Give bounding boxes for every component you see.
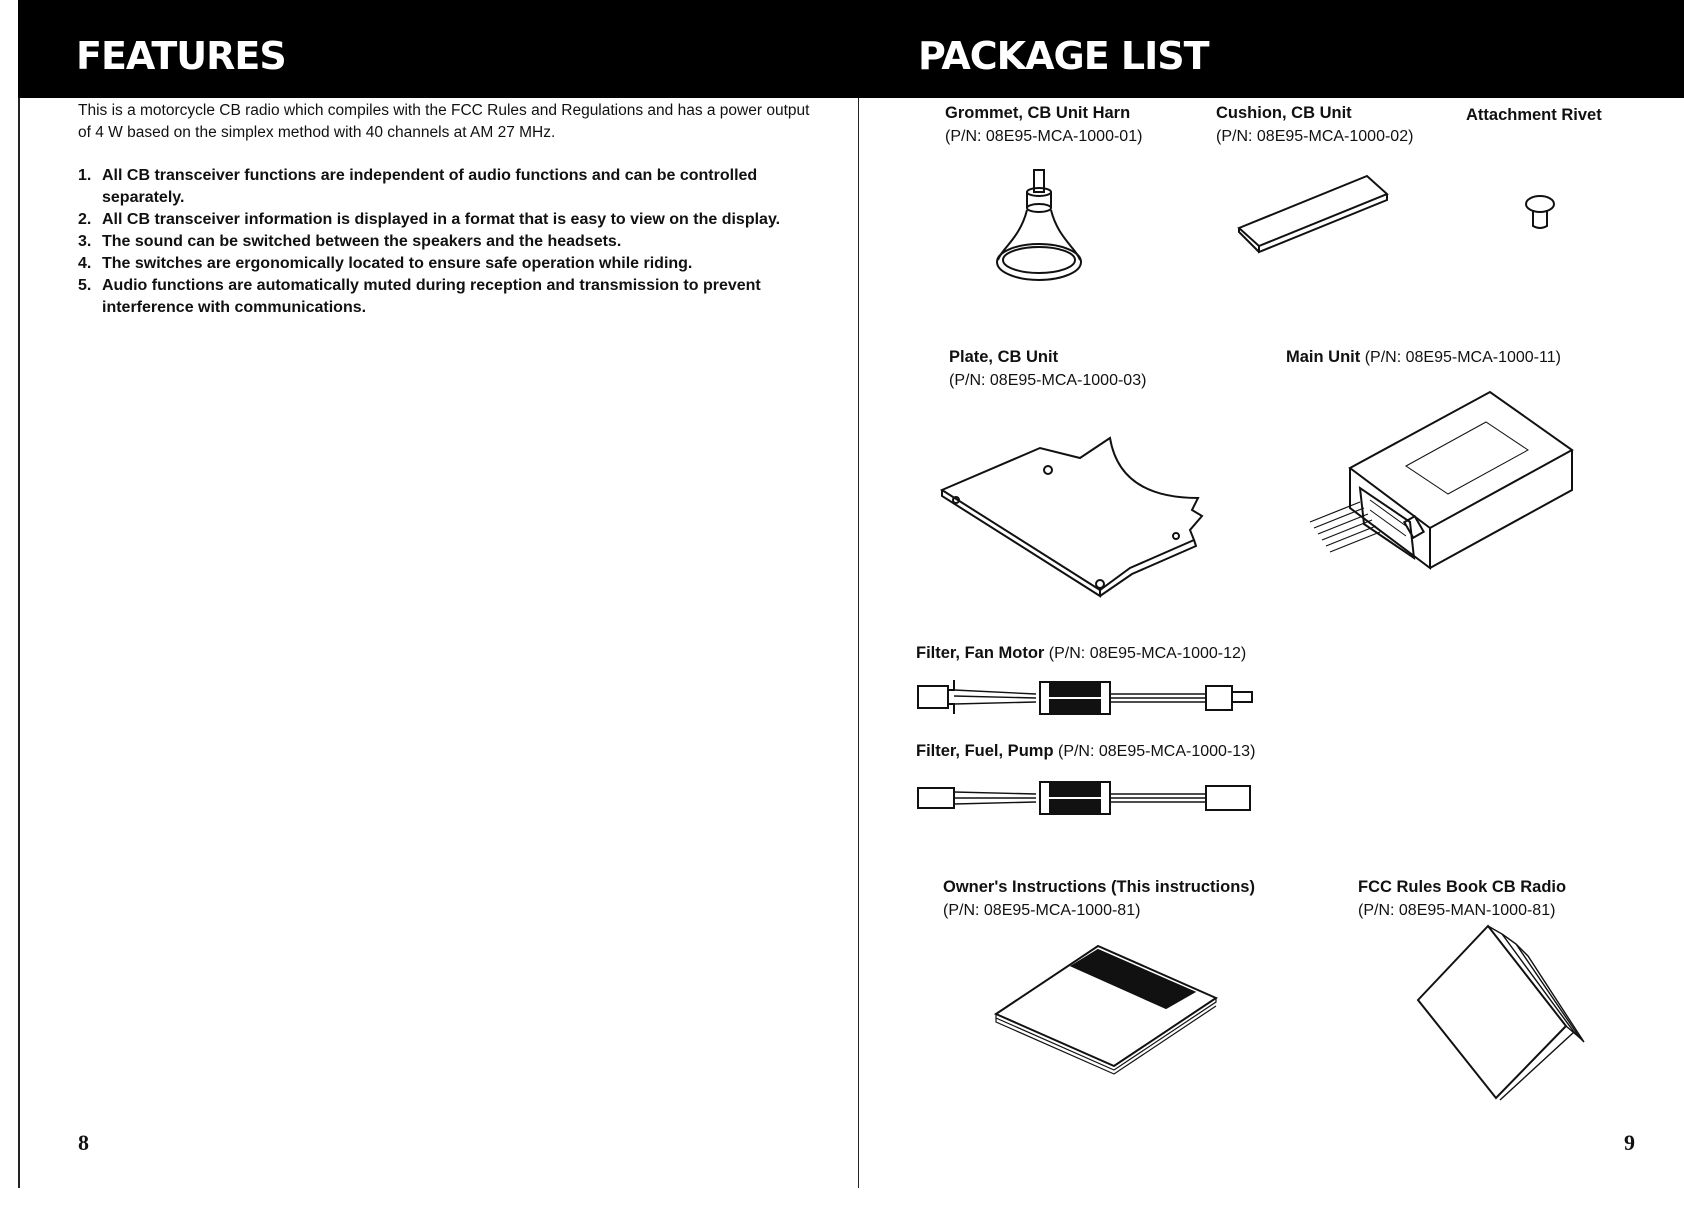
- list-item-text: The sound can be switched between the speakers and the headsets.: [102, 233, 622, 250]
- cushion-illustration: [1235, 172, 1395, 252]
- list-item: [78, 275, 818, 319]
- feature-list: [78, 165, 818, 319]
- left-margin-line: [18, 98, 20, 1188]
- list-item: [78, 231, 818, 253]
- cushion-title: Cushion, CB Unit: [1216, 104, 1352, 122]
- grommet-illustration: [990, 168, 1090, 288]
- list-item-number: 1.: [78, 167, 92, 184]
- main-unit-part-number: (P/N: 08E95-MCA-1000-11): [1364, 349, 1561, 366]
- list-item-number: 2.: [78, 211, 92, 228]
- owners-part-number: (P/N: 08E95-MCA-1000-81): [943, 902, 1141, 919]
- page-number-left: 8: [78, 1130, 89, 1155]
- list-item-text: All CB transceiver information is displayed in a format that is easy to view on the display.: [102, 211, 781, 228]
- list-item-number: 5.: [78, 277, 92, 294]
- plate-part-number: (P/N: 08E95-MCA-1000-03): [949, 372, 1147, 389]
- fcc-book-title: FCC Rules Book CB Radio: [1358, 878, 1567, 896]
- plate-item: [949, 346, 1146, 392]
- plate-illustration: [940, 418, 1240, 598]
- intro-paragraph: This is a motorcycle CB radio which compiles with the FCC Rules and Regulations and has a power output of 4 W based on the simplex method with 40 channels at AM 27 MHz.: [78, 102, 810, 141]
- filter-fan-illustration: [916, 676, 1296, 720]
- list-item-text: The switches are ergonomically located to ensure safe operation while riding.: [102, 255, 693, 272]
- list-item-number: 3.: [78, 233, 92, 250]
- rivet-item: [1466, 104, 1602, 127]
- main-unit-item: [1286, 346, 1561, 369]
- rivet-title: Attachment Rivet: [1466, 106, 1602, 124]
- filter-fuel-item: [916, 740, 1255, 763]
- grommet-title: Grommet, CB Unit Harn: [945, 104, 1131, 122]
- center-fold-line: [858, 98, 859, 1188]
- filter-fan-part-number: (P/N: 08E95-MCA-1000-12): [1048, 645, 1247, 662]
- filter-fuel-part-number: (P/N: 08E95-MCA-1000-13): [1057, 743, 1256, 760]
- package-list-heading: PACKAGE LIST: [860, 0, 1684, 98]
- list-item: [78, 209, 818, 231]
- cushion-item: [1216, 102, 1413, 148]
- fcc-book-part-number: (P/N: 08E95-MAN-1000-81): [1358, 902, 1556, 919]
- list-item-number: 4.: [78, 255, 92, 272]
- plate-title: Plate, CB Unit: [949, 348, 1059, 366]
- grommet-item: [945, 102, 1142, 148]
- list-item: [78, 165, 818, 209]
- fcc-book-item: [1358, 876, 1566, 922]
- fcc-book-illustration: [1416, 924, 1586, 1100]
- cushion-part-number: (P/N: 08E95-MCA-1000-02): [1216, 128, 1414, 145]
- owners-title: Owner's Instructions (This instructions): [943, 878, 1255, 896]
- list-item-text: Audio functions are automatically muted during reception and transmission to prevent interference with communications.: [102, 277, 761, 316]
- right-page: [860, 0, 1684, 1224]
- grommet-part-number: (P/N: 08E95-MCA-1000-01): [945, 128, 1143, 145]
- filter-fuel-title: Filter, Fuel, Pump: [916, 742, 1054, 760]
- owners-item: [943, 876, 1255, 922]
- list-item-text: All CB transceiver functions are independent of audio functions and can be controlled separately.: [102, 167, 758, 206]
- main-unit-illustration: [1310, 388, 1570, 578]
- main-unit-title: Main Unit: [1286, 348, 1361, 366]
- filter-fuel-illustration: [916, 776, 1296, 820]
- filter-fan-item: [916, 642, 1246, 665]
- rivet-illustration: [1520, 194, 1560, 234]
- filter-fan-title: Filter, Fan Motor: [916, 644, 1045, 662]
- list-item: [78, 253, 818, 275]
- owners-manual-illustration: [994, 944, 1224, 1074]
- page-number-right: 9: [1624, 1130, 1635, 1155]
- features-heading: FEATURES: [18, 0, 860, 98]
